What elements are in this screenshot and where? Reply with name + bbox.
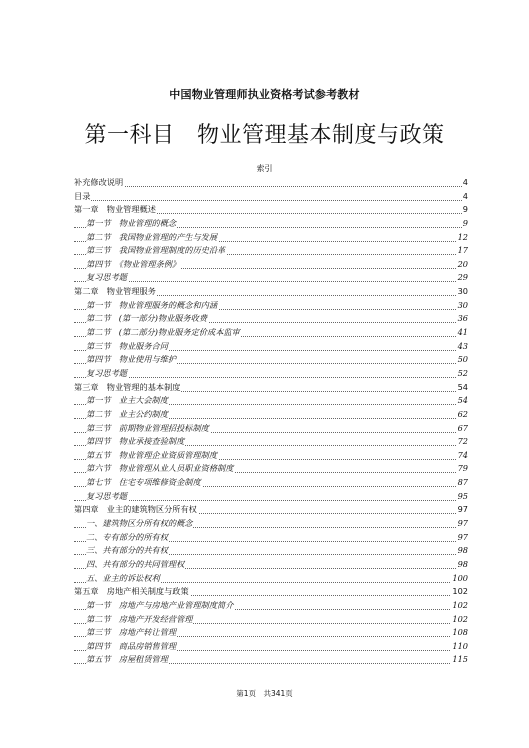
toc-entry-page-number: 102 xyxy=(451,599,468,613)
toc-section-entry[interactable] xyxy=(74,653,468,667)
toc-entry-label: 四、共有部分的共同管理权 xyxy=(86,558,185,572)
toc-entry-label: 第一节 业主大会制度 xyxy=(86,394,169,408)
toc-entry-label: 三、共有部分的共有权 xyxy=(86,544,169,558)
toc-dot-leader xyxy=(74,377,462,378)
toc-entry-page-number: 52 xyxy=(457,367,468,381)
toc-entry-label: 复习思考题 xyxy=(86,271,128,285)
toc-entry-label: 第三章 物业管理的基本制度 xyxy=(74,381,181,395)
toc-section-entry[interactable] xyxy=(74,476,468,490)
table-of-contents xyxy=(74,176,468,667)
toc-entry-label: 第四节 《物业管理条例》 xyxy=(86,258,181,272)
toc-entry-page-number: 97 xyxy=(457,503,468,517)
toc-entry-page-number: 98 xyxy=(457,544,468,558)
toc-section-entry[interactable] xyxy=(74,490,468,504)
toc-entry-page-number: 41 xyxy=(457,326,468,340)
toc-section-entry[interactable] xyxy=(74,613,468,627)
toc-entry-label: 第二节 (第一部分)物业服务收费 xyxy=(86,312,208,326)
toc-entry-label: 第三节 房地产转让管理 xyxy=(86,626,177,640)
toc-entry-page-number: 97 xyxy=(457,517,468,531)
toc-entry-label: 补充修改说明 xyxy=(74,176,124,190)
toc-section-entry[interactable] xyxy=(74,572,468,586)
toc-section-entry[interactable] xyxy=(74,408,468,422)
toc-section-entry[interactable] xyxy=(74,531,468,545)
toc-section-entry[interactable] xyxy=(74,544,468,558)
page-footer: 第1页 共341页 xyxy=(236,689,293,698)
toc-entry-page-number: 108 xyxy=(451,626,468,640)
toc-section-entry[interactable] xyxy=(74,271,468,285)
toc-entry-label: 第一节 房地产与房地产业管理制度简介 xyxy=(86,599,234,613)
toc-entry-page-number: 54 xyxy=(457,394,468,408)
toc-entry-label: 五、业主的诉讼权利 xyxy=(86,572,161,586)
toc-entry-label: 第五章 房地产相关制度与政策 xyxy=(74,585,190,599)
toc-section-entry[interactable] xyxy=(74,299,468,313)
toc-chapter-entry[interactable] xyxy=(74,176,468,190)
toc-entry-label: 第六节 物业管理从业人员职业资格制度 xyxy=(86,462,234,476)
toc-entry-label: 第四节 物业使用与维护 xyxy=(86,353,177,367)
toc-section-entry[interactable] xyxy=(74,340,468,354)
toc-entry-label: 第一节 物业管理的概念 xyxy=(86,217,177,231)
toc-entry-label: 第二节 我国物业管理的产生与发展 xyxy=(86,231,218,245)
toc-entry-label: 第四章 业主的建筑物区分所有权 xyxy=(74,503,198,517)
toc-entry-label: 目录 xyxy=(74,190,91,204)
toc-entry-page-number: 50 xyxy=(457,353,468,367)
toc-entry-page-number: 12 xyxy=(457,231,468,245)
toc-dot-leader xyxy=(74,186,462,187)
toc-chapter-entry[interactable] xyxy=(74,203,468,217)
toc-entry-page-number: 54 xyxy=(457,381,468,395)
toc-entry-label: 第四节 商品房销售管理 xyxy=(86,640,177,654)
toc-entry-page-number: 115 xyxy=(451,653,468,667)
toc-entry-page-number: 4 xyxy=(462,176,468,190)
toc-entry-page-number: 87 xyxy=(457,476,468,490)
toc-section-entry[interactable] xyxy=(74,449,468,463)
toc-entry-page-number: 79 xyxy=(457,462,468,476)
toc-entry-page-number: 30 xyxy=(457,299,468,313)
toc-section-entry[interactable] xyxy=(74,217,468,231)
toc-chapter-entry[interactable] xyxy=(74,285,468,299)
toc-entry-page-number: 4 xyxy=(462,190,468,204)
toc-entry-label: 复习思考题 xyxy=(86,367,128,381)
toc-entry-label: 第五节 物业管理企业资质管理制度 xyxy=(86,449,218,463)
toc-entry-page-number: 72 xyxy=(457,435,468,449)
toc-section-entry[interactable] xyxy=(74,558,468,572)
toc-section-entry[interactable] xyxy=(74,626,468,640)
toc-entry-page-number: 20 xyxy=(457,258,468,272)
toc-entry-label: 第一节 物业管理服务的概念和内涵 xyxy=(86,299,218,313)
toc-chapter-entry[interactable] xyxy=(74,381,468,395)
toc-entry-label: 第三节 前期物业管理招投标制度 xyxy=(86,422,210,436)
toc-section-entry[interactable] xyxy=(74,422,468,436)
toc-entry-label: 第五节 房屋租赁管理 xyxy=(86,653,169,667)
toc-entry-page-number: 100 xyxy=(451,572,468,586)
toc-section-entry[interactable] xyxy=(74,640,468,654)
toc-entry-label: 第二节 业主公约制度 xyxy=(86,408,169,422)
toc-entry-page-number: 74 xyxy=(457,449,468,463)
toc-entry-page-number: 17 xyxy=(457,244,468,258)
toc-entry-label: 第二节 (第二部分)物业服务定价成本监审 xyxy=(86,326,241,340)
toc-section-entry[interactable] xyxy=(74,599,468,613)
toc-section-entry[interactable] xyxy=(74,367,468,381)
toc-section-entry[interactable] xyxy=(74,326,468,340)
toc-section-entry[interactable] xyxy=(74,394,468,408)
toc-entry-page-number: 29 xyxy=(457,271,468,285)
toc-entry-page-number: 102 xyxy=(451,613,468,627)
toc-entry-page-number: 43 xyxy=(457,340,468,354)
toc-dot-leader xyxy=(74,281,462,282)
toc-entry-page-number: 102 xyxy=(451,585,468,599)
toc-section-entry[interactable] xyxy=(74,258,468,272)
toc-entry-page-number: 98 xyxy=(457,558,468,572)
toc-heading: 索引 xyxy=(256,164,273,173)
toc-entry-page-number: 95 xyxy=(457,490,468,504)
toc-section-entry[interactable] xyxy=(74,517,468,531)
toc-dot-leader xyxy=(74,500,462,501)
toc-chapter-entry[interactable] xyxy=(74,585,468,599)
toc-entry-label: 第四节 物业承接查验制度 xyxy=(86,435,185,449)
toc-entry-label: 一、建筑物区分所有权的概念 xyxy=(86,517,193,531)
toc-entry-page-number: 30 xyxy=(457,285,468,299)
toc-section-entry[interactable] xyxy=(74,312,468,326)
toc-entry-page-number: 36 xyxy=(457,312,468,326)
toc-section-entry[interactable] xyxy=(74,353,468,367)
toc-entry-page-number: 9 xyxy=(462,217,468,231)
toc-section-entry[interactable] xyxy=(74,244,468,258)
toc-entry-label: 第二章 物业管理服务 xyxy=(74,285,157,299)
toc-entry-page-number: 67 xyxy=(457,422,468,436)
toc-chapter-entry[interactable] xyxy=(74,190,468,204)
toc-entry-label: 第三节 物业服务合同 xyxy=(86,340,169,354)
document-title: 第一科目 物业管理基本制度与政策 xyxy=(84,123,445,148)
toc-dot-leader xyxy=(74,200,462,201)
toc-entry-label: 复习思考题 xyxy=(86,490,128,504)
toc-section-entry[interactable] xyxy=(74,435,468,449)
toc-entry-label: 第二节 房地产开发经营管理 xyxy=(86,613,193,627)
toc-entry-label: 第七节 住宅专项维修资金制度 xyxy=(86,476,202,490)
document-header: 中国物业管理师执业资格考试参考教材 xyxy=(169,88,360,101)
toc-section-entry[interactable] xyxy=(74,231,468,245)
toc-entry-page-number: 97 xyxy=(457,531,468,545)
toc-entry-page-number: 9 xyxy=(462,203,468,217)
toc-chapter-entry[interactable] xyxy=(74,503,468,517)
toc-entry-label: 第三节 我国物业管理制度的历史沿革 xyxy=(86,244,226,258)
toc-entry-label: 二、专有部分的所有权 xyxy=(86,531,169,545)
toc-entry-page-number: 62 xyxy=(457,408,468,422)
toc-entry-page-number: 110 xyxy=(451,640,468,654)
toc-entry-label: 第一章 物业管理概述 xyxy=(74,203,157,217)
toc-section-entry[interactable] xyxy=(74,462,468,476)
